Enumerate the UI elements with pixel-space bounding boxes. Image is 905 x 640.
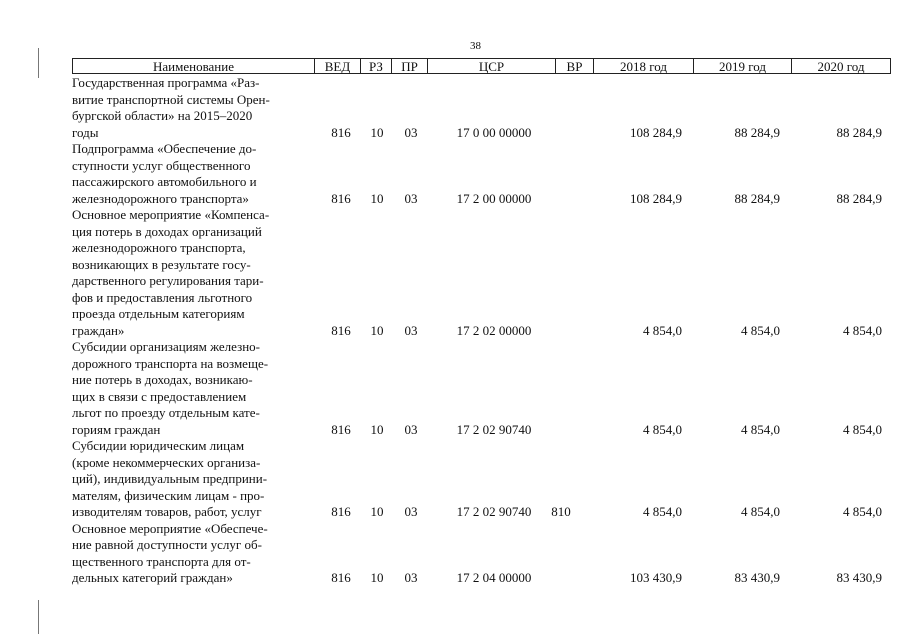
row-pr: 03 bbox=[404, 570, 418, 585]
margin-mark-bottom bbox=[38, 600, 39, 634]
row-2019: 83 430,9 bbox=[734, 570, 780, 585]
row-ved: 816 bbox=[331, 322, 351, 338]
header-pr: ПР bbox=[391, 58, 427, 74]
row-2018: 108 284,9 bbox=[630, 190, 682, 206]
row-2018: 4 854,0 bbox=[643, 504, 682, 519]
row-ved: 816 bbox=[331, 421, 351, 437]
row-rz: 10 bbox=[370, 190, 384, 206]
row-name: Основное мероприятие «Компенса- ция потерь в доходах организаций железнодорожного транспорта, возникающих в результате госу- дарственного регулирования тари- фов и предоставления льготного проезда отдельным категориям граждан» bbox=[72, 207, 270, 338]
header-ved: ВЕД bbox=[314, 58, 360, 74]
row-2019: 4 854,0 bbox=[741, 322, 780, 338]
row-2018: 103 430,9 bbox=[630, 570, 682, 585]
page-number: 38 bbox=[470, 40, 481, 52]
table-row bbox=[72, 207, 882, 339]
row-ved: 816 bbox=[331, 190, 351, 206]
row-pr: 03 bbox=[404, 322, 418, 338]
table-row bbox=[72, 438, 882, 521]
row-2019: 4 854,0 bbox=[741, 421, 780, 437]
table-row bbox=[72, 339, 882, 438]
row-rz: 10 bbox=[370, 570, 384, 585]
header-vr: ВР bbox=[555, 58, 593, 74]
table-header bbox=[72, 58, 891, 74]
row-2020: 88 284,9 bbox=[836, 190, 882, 206]
row-2018: 4 854,0 bbox=[643, 421, 682, 437]
row-2020: 83 430,9 bbox=[836, 570, 882, 585]
header-2020: 2020 год bbox=[791, 58, 891, 74]
row-2020: 4 854,0 bbox=[843, 421, 882, 437]
row-ved: 816 bbox=[331, 124, 351, 140]
row-pr: 03 bbox=[404, 124, 418, 140]
row-pr: 03 bbox=[404, 421, 418, 437]
row-csr: 17 2 02 90740 bbox=[456, 421, 532, 437]
row-pr: 03 bbox=[404, 190, 418, 206]
row-2018: 108 284,9 bbox=[630, 124, 682, 140]
row-2020: 4 854,0 bbox=[843, 504, 882, 519]
row-name: Субсидии организациям железно- дорожного транспорта на возмеще- ние потерь в доходах, возникаю- щих в связи с предоставлением льгот по проезду отдельным кате- гориям граждан bbox=[72, 339, 269, 437]
row-2020: 4 854,0 bbox=[843, 322, 882, 338]
table-body bbox=[72, 75, 882, 587]
row-vr: 810 bbox=[551, 504, 571, 519]
row-2019: 88 284,9 bbox=[734, 190, 780, 206]
header-2019: 2019 год bbox=[693, 58, 791, 74]
table-row bbox=[72, 141, 882, 207]
row-2019: 88 284,9 bbox=[734, 124, 780, 140]
row-csr: 17 0 00 00000 bbox=[456, 124, 532, 140]
margin-mark-top bbox=[38, 48, 39, 78]
row-name: Государственная программа «Раз- витие транспортной системы Орен- бургской области» на 2015–2020 годы bbox=[72, 75, 270, 140]
row-csr: 17 2 04 00000 bbox=[456, 570, 532, 585]
header-2018: 2018 год bbox=[593, 58, 693, 74]
row-pr: 03 bbox=[404, 504, 418, 519]
table-row bbox=[72, 521, 882, 587]
row-name: Подпрограмма «Обеспечение до- ступности услуг общественного пассажирского автомобильного и железнодорожного транспорта» bbox=[72, 141, 257, 206]
row-2018: 4 854,0 bbox=[643, 322, 682, 338]
header-rz: РЗ bbox=[360, 58, 391, 74]
row-csr: 17 2 00 00000 bbox=[456, 190, 532, 206]
row-rz: 10 bbox=[370, 504, 384, 519]
table-row bbox=[72, 75, 882, 141]
row-2020: 88 284,9 bbox=[836, 124, 882, 140]
row-name: Основное мероприятие «Обеспече- ние равной доступности услуг об- щественного транспорта для от- дельных категорий граждан» bbox=[72, 520, 268, 585]
row-rz: 10 bbox=[370, 124, 384, 140]
row-rz: 10 bbox=[370, 421, 384, 437]
row-2019: 4 854,0 bbox=[741, 504, 780, 519]
row-csr: 17 2 02 90740 bbox=[456, 504, 532, 519]
row-ved: 816 bbox=[331, 570, 351, 585]
header-name: Наименование bbox=[72, 58, 314, 74]
row-name: Субсидии юридическим лицам (кроме некоммерческих организа- ций), индивидуальным предприни- мателям, физическим лицам - про- изводителям товаров, работ, услуг bbox=[72, 438, 268, 519]
row-rz: 10 bbox=[370, 322, 384, 338]
row-ved: 816 bbox=[331, 504, 351, 519]
row-csr: 17 2 02 00000 bbox=[456, 322, 532, 338]
header-csr: ЦСР bbox=[427, 58, 555, 74]
